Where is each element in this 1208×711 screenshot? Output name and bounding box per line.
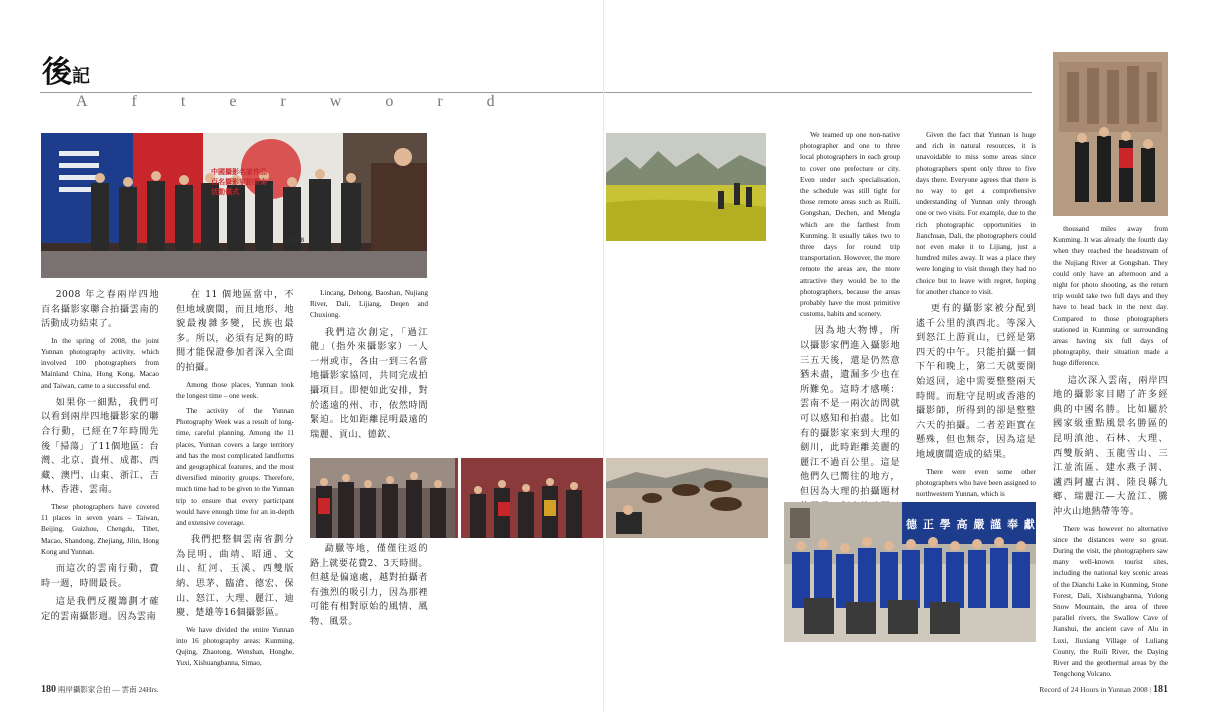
page-number-right: 181 [1153, 684, 1168, 695]
text-column-3 [310, 288, 428, 458]
paragraph-zh: 這次深入雲南，兩岸四地的攝影家目睹了許多經典的中國名勝。比如屬於國家級重點風景名勝區的昆明滇池、石林、大理、西雙版納、玉龍雪山、三江並流區、建水燕子洞、瀘西阿廬古洞、陸良縣九鄉、瑞麗江—大盈江、騰沖火山地熱帶等等。 [1053, 374, 1168, 517]
paragraph-en: There was however no alternative since the distances were so great. During the visit, the photographers saw many well-known tourist sites, including the national key scenic areas of the Dianchi Lake in Kunming, Stone Forest, Dali, Xishuangbanna, Yulong Snow Mountain, the area of three parallel rivers, the Swallow Cave of Jianshui, the ancient cave of Alu in Luxi, Jiuxiang Village of Luliang County, the Ruili River, the Daying River and the geothermal areas by the Tengchong Volcano. [1053, 524, 1168, 679]
field-image [606, 133, 766, 241]
photo-buffalo [606, 458, 768, 538]
paragraph-zh: 2008 年之春兩岸四地百名攝影家聯合拍攝雲南的活動成功結束了。 [41, 289, 159, 330]
title-small: 記 [72, 66, 90, 87]
paragraph-en: thousand miles away from Kunming. It was already the fourth day when they reached the headstream of the Nujiang River at Gongshan. They could only have an afternoon and a night for photo shooting, as the return trip would take two full days and they have to head back in the next day. Compared to those photographers stationed in Kunming or surrounding areas having six full days of photography, their situation made a huge difference. [1053, 225, 1168, 368]
paragraph-en: Among those places, Yunnan took the longest time – one week. [176, 380, 294, 400]
paragraph-zh: 在 11 個地區當中，不但地域廣闊，而且地形、地貌最複雜多變，民族也最多。所以，必須有足夠的時間才能保證參加者深入全面的拍攝。 [176, 289, 294, 373]
footer-left [41, 684, 159, 695]
paragraph-zh: 如果你一細點，我們可以看到兩岸四地攝影家的聯合行動，已經在7年時間先後「掃蕩」了11個地區：台灣、北京、貴州、成都、西藏、澳門、山東、浙江、吉林、香港、雲南。 [41, 396, 159, 496]
monument-image [1053, 52, 1168, 216]
paragraph-zh: 而這次的雲南行動，費時一週，時間最長。 [41, 562, 159, 589]
paragraph-en: The activity of the Yunnan Photography Week was a result of long-time, careful planning. Among the 11 places, Yunnan covers a large territory and has the most complicated landforms and geographical features, and the most diversified minority groups. Therefore, much time had to be given to the Yunnan trip to ensure that every participant would have enough time for an in-depth and extensive coverage. [176, 406, 294, 527]
photo-group [784, 502, 1036, 642]
paragraph-zh: 我們把整個雲南省劃分為昆明、曲靖、昭通、文山、紅河、玉溪、西雙版納、思茅、臨滄、德宏、保山、怒江、大理、麗江、迪慶、楚雄等16個攝影區。 [176, 534, 294, 619]
text-column-7 [1053, 224, 1168, 679]
footer-right [1039, 684, 1168, 695]
paragraph-en: We teamed up one non-native photographer and one to three local photographers in each group to cover one prefecture or city. Even under such specialisation, the schedule was still tight for those remote areas such as Ruili, Gongshan, Dechen, and Mengla which are the farthest from Kunming. It usually takes two to three days for round trip transportation. However, the more remote the areas are, the more attractive they would be to the photographers, because the areas probably have the most primitive customs, habits and scenery. [800, 131, 900, 319]
footer-separator: | [1149, 685, 1152, 694]
page-number-left: 180 [41, 684, 56, 695]
banner-line-2: 百名攝影家拍雲南 [211, 178, 267, 186]
photo-field [606, 133, 766, 241]
title-big: 後 [42, 55, 72, 90]
paragraph-en: Lincang, Dehong, Baoshan, Nujiang River, Dali, Lijiang, Deqen and Chuxiong. [310, 289, 428, 320]
title-rule-right [604, 92, 1032, 93]
banner-line-1: 中國攝影名家作品 [211, 168, 267, 176]
paragraph-en: There were even some other photographers who have been assigned to northwestern Yunnan, which is [916, 467, 1036, 498]
title-english: Afterword [76, 93, 539, 110]
crowd-image [310, 458, 604, 538]
paragraph-en: We have divided the entire Yunnan into 16 photography areas: Kunming, Qujing, Zhaotong, Wenshan, Honghe, Yuxi, Xishuangbanna, Simao, [176, 625, 294, 668]
page-title [42, 55, 90, 90]
text-column-6 [916, 130, 1036, 498]
paragraph-zh: 勐臘等地，僅僅往返的路上就要花費2、3天時間。但越是偏遠處，越對拍攝者有強烈的吸引力，因為那裡可能有相對原始的風情、風物、風景。 [310, 543, 428, 627]
paragraph-zh: 因為地大物博，所以攝影家們進入攝影地三五天後，還是仍然意猶未盡，遺漏多少也在所難免。這時才感嘆：雲南不是一兩次訪問就可以感知和拍盡。比如有的攝影家來到大理的劍川，此時距離美麗的麗江不過百公里。這是他們久已嚮往的地方，但因為大理的拍攝題材 [800, 325, 900, 497]
paragraph-en: These photographers have covered 11 places in seven years – Taiwan, Beijing, Guizhou, Chengdu, Tibet, Macao, Shandong, Zhejiang, Jilin, Hong Kong and Yunnan. [41, 502, 159, 556]
ceremony-image [41, 133, 427, 278]
banner-badge: 2008 [289, 237, 305, 244]
text-column-4 [310, 542, 428, 652]
banner-text [211, 167, 321, 197]
photo-ceremony [41, 133, 427, 278]
photo-monument [1053, 52, 1168, 216]
banner-line-3: 活動儀式 [211, 188, 239, 196]
paragraph-en: In the spring of 2008, the joint Yunnan photography activity, which involved 100 photographers from Mainland China, Hong Kong, Macao and Taiwan, came to a successful end. [41, 336, 159, 390]
text-column-2 [176, 288, 294, 668]
paragraph-zh: 更有的攝影家被分配到遙千公里的滇西北。等深入到怒江上游貢山，已經是第四天的中午。只能拍攝一個下午和晚上，第二天就要開始返回，途中需要整整兩天時間。而駐守昆明或香港的攝影師，所得到的卻是整整六天的拍攝。二者差距實在懸殊，但也無奈，因為這是地域廣闊造成的結果。 [916, 303, 1036, 460]
buffalo-image [606, 458, 768, 538]
right-page [604, 0, 1208, 711]
sign-text: 德 正 學 高 嚴 謹 奉 獻 [906, 518, 1036, 531]
text-column-1 [41, 288, 159, 633]
paragraph-zh: 我們這次創定，「過江龍」（指外來攝影家）一人一州或市，各由一到三名當地攝影家協同，共同完成拍攝項目。即便如此安排，對於遙遠的州、市，依然時間緊迫。比如距離昆明最遠的瑞麗、貢山、德欽、 [310, 326, 428, 440]
footer-left-text: 兩岸攝影家合拍 — 雲南 24Hrs. [57, 685, 159, 694]
paragraph-en: Given the fact that Yunnan is huge and rich in natural resources, it is unavoidable to miss some areas since photographers spent only three to five days there. Everyone agrees that there is no way to get a comprehensive understanding of Yunnan only through one or two visits. For example, due to the rich photographic opportunities in Jianchuan, Dali, the photographers could not even make it to Lijiang, just a hundred miles away. It was a place they were longing to visit though they had no choice but to leave with regret, hoping for another chance to visit. [916, 131, 1036, 296]
photo-crowd [310, 458, 604, 538]
text-column-5 [800, 130, 900, 497]
footer-right-text: Record of 24 Hours in Yunnan 2008 [1039, 685, 1148, 694]
paragraph-zh: 這是我們反覆籌劃才確定的雲南攝影週。因為雲南 [41, 596, 159, 622]
